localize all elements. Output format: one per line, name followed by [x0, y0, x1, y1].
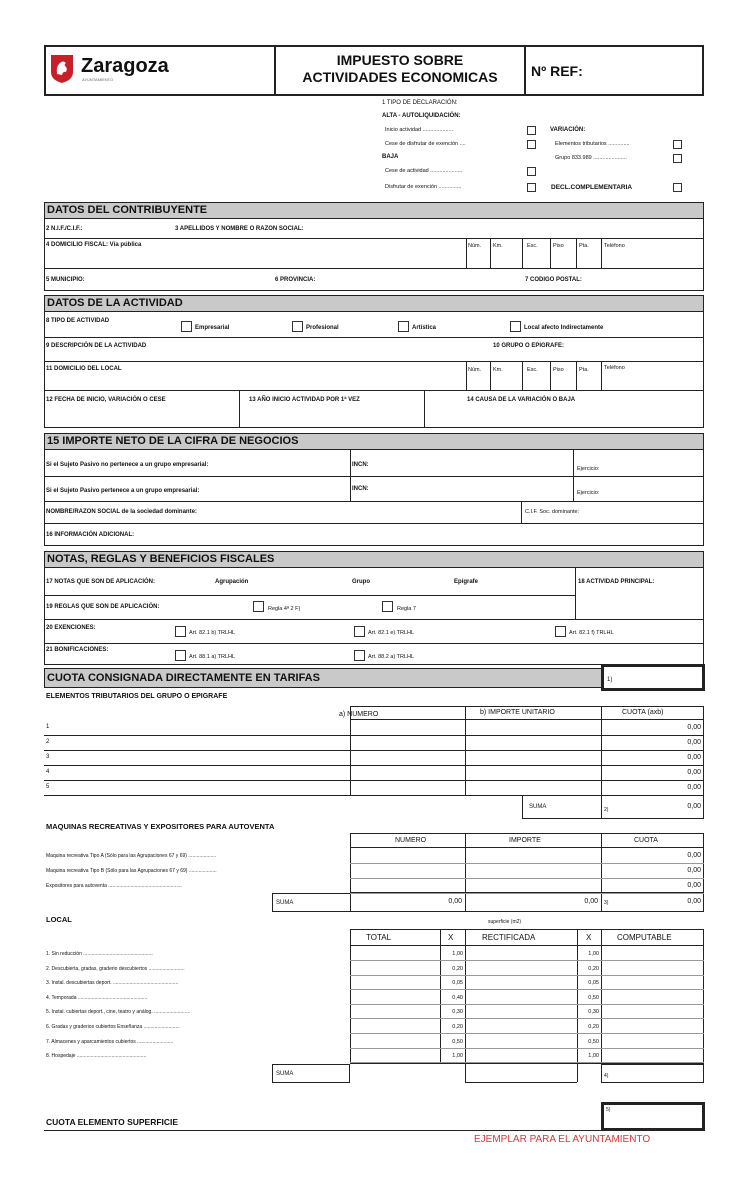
local-row-factor-2: 1,00 [588, 951, 599, 957]
elementos-row-number: 1 [46, 724, 50, 730]
cuota-tarifas-box[interactable] [601, 664, 705, 691]
exencion-82-1f: Art. 82.1 f) TRLHL [569, 630, 614, 636]
maquinas-row-line [350, 863, 704, 864]
local-row-line [350, 1062, 704, 1063]
local-col-x2: X [586, 933, 592, 942]
ejercicio-label-1: Ejercicio: [577, 466, 600, 472]
local-row-label: 4. Temporada .................................................. [46, 995, 148, 1001]
variacion-label: VARIACIÓN: [550, 127, 586, 133]
maquinas-suma-numero: 0,00 [448, 898, 462, 905]
checkbox-exencion-82-1f[interactable] [555, 626, 566, 637]
section-actividad: DATOS DE LA ACTIVIDAD [44, 295, 704, 312]
local-col-piso: Piso [553, 367, 564, 373]
elementos-row-line [44, 750, 704, 751]
tipo-profesional: Profesional [306, 325, 339, 331]
local-row-line [350, 1033, 704, 1034]
maquinas-row-line [350, 878, 704, 879]
checkbox-bonificacion-88-1a[interactable] [175, 650, 186, 661]
zaragoza-logo [50, 54, 180, 86]
elementos-row-line [44, 765, 704, 766]
nombre-dominante-label: NOMBRE/RAZON SOCIAL de la sociedad dominante: [46, 509, 197, 515]
ano-inicio-label: 13 AÑO INICIO ACTIVIDAD POR 1ª VEZ [249, 397, 360, 403]
local-row-factor-2: 0,50 [588, 1039, 599, 1045]
maquinas-row-label: Maquina recreativa Tipo A (Sólo para las Agrupaciones 67 y 69) .................... [46, 853, 217, 859]
local-suma-label: SUMA [276, 1071, 294, 1077]
local-row-factor-2: 0,50 [588, 995, 599, 1001]
incn-label-1: INCN: [352, 462, 369, 468]
alta-label: ALTA - AUTOLIQUIDACIÓN: [382, 113, 461, 119]
checkbox-bonificacion-88-2a[interactable] [354, 650, 365, 661]
elementos-row-number: 3 [46, 754, 50, 760]
ref-number-label: Nº REF: [531, 63, 583, 79]
local-col-total: TOTAL [366, 933, 392, 942]
local-col-computable: COMPUTABLE [617, 933, 672, 942]
checkbox-local-afecto[interactable] [510, 321, 521, 332]
local-col-km: Km. [493, 367, 503, 373]
local-col-x1: X [448, 933, 454, 942]
domicilio-fiscal-label: 4 DOMICILIO FISCAL: Vía pública [46, 242, 142, 248]
maquinas-row-label: Expositores para autoventa ..................................................... [46, 883, 182, 889]
alta-item-inicio: Inicio actividad .................... [385, 127, 454, 133]
col-km: Km. [493, 243, 503, 249]
local-title: LOCAL [46, 915, 72, 924]
elementos-row-number: 5 [46, 784, 50, 790]
maquinas-col-numero: NUMERO [395, 837, 427, 844]
elementos-suma-label: SUMA [529, 804, 547, 810]
form-title-line1: IMPUESTO SOBRE [336, 52, 464, 68]
maquinas-row-line [350, 893, 704, 894]
local-row-label: 5. Instal. cubiertas deport., cine, teatro y análog. .......................... [46, 1009, 191, 1015]
descripcion-actividad-label: 9 DESCRIPCIÓN DE LA ACTIVIDAD [46, 343, 147, 349]
variacion-item-grupo: Grupo 833.989 ...................... [555, 155, 627, 161]
tipo-artistica: Artística [412, 325, 437, 331]
baja-label: BAJA [382, 154, 399, 160]
bonificacion-88-1a: Art. 88.1 a) TRLHL [189, 654, 236, 660]
local-row-factor-2: 1,00 [588, 1053, 599, 1059]
baja-item-cese-actividad: Cese de actividad ..................... [385, 168, 463, 174]
provincia-label: 6 PROVINCIA: [275, 277, 316, 283]
zaragoza-lion-shield-icon [50, 54, 74, 84]
agrupacion-label: Agrupación [215, 579, 249, 585]
checkbox-empresarial[interactable] [181, 321, 192, 332]
form-title [276, 52, 524, 86]
cif-dominante-label: C.I.F. Soc. dominante: [525, 509, 580, 515]
checkbox-regla-7[interactable] [382, 601, 393, 612]
elementos-suma-letter: 2) [604, 807, 609, 813]
elementos-row-number: 2 [46, 739, 50, 745]
elementos-row-line [44, 795, 704, 796]
cuota-tarifas-letter: 1) [607, 677, 613, 683]
checkbox-regla-4-2f[interactable] [253, 601, 264, 612]
maquinas-col-cuota: CUOTA [634, 837, 658, 844]
elementos-row-number: 4 [46, 769, 50, 775]
checkbox-cese-actividad[interactable] [527, 167, 536, 176]
maquinas-row-cuota: 0,00 [687, 852, 701, 859]
causa-variacion-label: 14 CAUSA DE LA VARIACIÓN O BAJA [467, 397, 576, 403]
col-num: Núm. [468, 243, 482, 249]
checkbox-disfrutar-exencion[interactable] [527, 183, 536, 192]
contribuyente-box [44, 218, 704, 291]
local-col-num: Núm. [468, 367, 482, 373]
elementos-row-cuota: 0,00 [687, 769, 701, 776]
checkbox-exencion-82-1e[interactable] [354, 626, 365, 637]
elementos-row-cuota: 0,00 [687, 754, 701, 761]
maquinas-col-importe: IMPORTE [509, 837, 541, 844]
maquinas-suma-row [272, 893, 704, 912]
decl-complementaria-label: DECL.COMPLEMENTARIA [551, 184, 633, 191]
reglas-aplicacion-label: 19 REGLAS QUE SON DE APLICACIÓN: [46, 604, 160, 610]
superficie-note: superficie (m2) [488, 919, 522, 925]
local-row-factor-2: 0,20 [588, 966, 599, 972]
local-row-factor-1: 1,00 [452, 1053, 463, 1059]
local-row-factor-1: 0,40 [452, 995, 463, 1001]
declaration-heading: 1 TIPO DE DECLARACIÓN: [382, 100, 458, 106]
local-row-label: 8. Hospedaje .................................................. [46, 1053, 147, 1059]
checkbox-exencion-82-1b[interactable] [175, 626, 186, 637]
section-notas-reglas: NOTAS, REGLAS Y BENEFICIOS FISCALES [44, 551, 704, 568]
checkbox-elementos-tributarios[interactable] [673, 140, 682, 149]
local-row-factor-2: 0,20 [588, 1024, 599, 1030]
col-piso: Piso [553, 243, 564, 249]
local-row-line [350, 1048, 704, 1049]
form-title-line2: ACTIVIDADES ECONOMICAS [302, 69, 498, 85]
tipo-actividad-label: 8 TIPO DE ACTIVIDAD [46, 318, 110, 324]
baja-item-disfrutar-exencion: Disfrutar de exención ............... [385, 184, 462, 190]
col-b-importe-unitario: b) IMPORTE UNITARIO [480, 709, 555, 716]
local-col-rectificada: RECTIFICADA [482, 933, 536, 942]
col-a-numero: a) NUMERO [339, 711, 379, 718]
municipio-label: 5 MUNICIPIO: [46, 277, 85, 283]
regla-7: Regla 7 [397, 606, 416, 612]
maquinas-title: MAQUINAS RECREATIVAS Y EXPOSITORES PARA AUTOVENTA [46, 822, 275, 831]
maquinas-suma-letter: 3) [604, 900, 609, 906]
local-row-label: 3. Instal. descubiertas deport. ............................................... [46, 980, 179, 986]
section-importe-neto: 15 IMPORTE NETO DE LA CIFRA DE NEGOCIOS [44, 433, 704, 450]
logo-name: Zaragoza [81, 55, 169, 77]
grupo-epigrafe-label: 10 GRUPO O EPIGRAFE: [493, 343, 565, 349]
local-row-label: 2. Descubierta, gradas, graderio descubiertos .......................... [46, 966, 185, 972]
grupo-label: Grupo [352, 579, 370, 585]
bonificacion-88-2a: Art. 88.2 a) TRLHL [368, 654, 415, 660]
local-col-telefono: Teléfono [604, 365, 625, 371]
local-row-factor-2: 0,05 [588, 980, 599, 986]
elementos-row-line [44, 780, 704, 781]
col-c-cuota: CUOTA (axb) [622, 709, 664, 716]
exenciones-label: 20 EXENCIONES: [46, 625, 96, 631]
maquinas-row-label: Maquina recreativa Tipo B (Sólo para las Agrupaciones 67 y 69) .................... [46, 868, 217, 874]
maquinas-suma-label: SUMA [276, 900, 294, 906]
exencion-82-1b: Art. 82.1 b) TRLHL [189, 630, 236, 636]
local-row-factor-1: 0,20 [452, 966, 463, 972]
codigo-postal-label: 7 CODIGO POSTAL: [525, 277, 582, 283]
fecha-inicio-label: 12 FECHA DE INICIO, VARIACIÓN O CESE [46, 397, 166, 403]
local-row-factor-1: 1,00 [452, 951, 463, 957]
regla-4-2f: Regla 4ª 2 F) [268, 606, 301, 612]
cuota-superficie-letter: 5) [606, 1107, 611, 1113]
section-cuota-tarifas: CUOTA CONSIGNADA DIRECTAMENTE EN TARIFAS [44, 668, 602, 688]
notas-aplicacion-label: 17 NOTAS QUE SON DE APLICACIÓN: [46, 579, 156, 585]
logo-subtitle: AYUNTAMIENTO [82, 77, 114, 82]
section-contribuyente: DATOS DEL CONTRIBUYENTE [44, 202, 704, 219]
local-row-factor-2: 0,30 [588, 1009, 599, 1015]
local-row-line [350, 1018, 704, 1019]
checkbox-decl-complementaria[interactable] [673, 183, 682, 192]
elementos-title: ELEMENTOS TRIBUTARIOS DEL GRUPO O EPIGRAFE [46, 693, 228, 700]
local-row-factor-1: 0,30 [452, 1009, 463, 1015]
col-telefono: Teléfono [604, 243, 625, 249]
local-table [350, 929, 704, 1064]
elementos-row-cuota: 0,00 [687, 724, 701, 731]
tipo-local-afecto: Local afecto Indirectamente [524, 325, 604, 331]
alta-item-cese-exencion: Cese de disfrutar de exención .... [385, 141, 466, 147]
local-row-line [350, 975, 704, 976]
importe-row-grupo: Si el Sujeto Pasivo pertenece a un grupo empresarial: [46, 488, 200, 494]
col-pta: Pta. [579, 243, 589, 249]
col-esc: Esc. [527, 243, 538, 249]
info-adicional-label: 16 INFORMACIÓN ADICIONAL: [46, 532, 135, 538]
tipo-empresarial: Empresarial [195, 325, 230, 331]
apellidos-label: 3 APELLIDOS Y NOMBRE O RAZON SOCIAL: [175, 226, 304, 232]
local-row-label: 7. Almacenes y aparcamientos cubiertos .......................... [46, 1039, 174, 1045]
maquinas-row-cuota: 0,00 [687, 882, 701, 889]
elementos-row-cuota: 0,00 [687, 739, 701, 746]
elementos-row-cuota: 0,00 [687, 784, 701, 791]
local-row-factor-1: 0,20 [452, 1024, 463, 1030]
cuota-superficie-box[interactable] [601, 1102, 705, 1131]
local-row-line [350, 1004, 704, 1005]
local-suma-letter: 4) [604, 1073, 609, 1079]
epigrafe-label: Epígrafe [454, 579, 479, 585]
cuota-superficie-title: CUOTA ELEMENTO SUPERFICIE [46, 1117, 179, 1127]
checkbox-cese-exencion[interactable] [527, 140, 536, 149]
variacion-item-elementos: Elementos tributarios .............. [555, 141, 630, 147]
local-row-factor-1: 0,05 [452, 980, 463, 986]
checkbox-profesional[interactable] [292, 321, 303, 332]
actividad-principal-label: 18 ACTIVIDAD PRINCIPAL: [578, 579, 655, 585]
elementos-suma-value: 0,00 [687, 803, 701, 810]
checkbox-artistica[interactable] [398, 321, 409, 332]
domicilio-local-label: 11 DOMICILIO DEL LOCAL [46, 366, 122, 372]
local-row-label: 6. Gradas y graderios cubiertos Enseñanza .......................... [46, 1024, 180, 1030]
maquinas-row-cuota: 0,00 [687, 867, 701, 874]
local-row-line [350, 960, 704, 961]
ejemplar-ayuntamiento: EJEMPLAR PARA EL AYUNTAMIENTO [474, 1134, 651, 1145]
maquinas-suma-importe: 0,00 [584, 898, 598, 905]
importe-row-no-grupo: Si el Sujeto Pasivo no pertenece a un grupo empresarial: [46, 462, 209, 468]
maquinas-suma-cuota: 0,00 [687, 898, 701, 905]
nif-label: 2 N.I.F./C.I.F.: [46, 226, 83, 232]
local-row-label: 1. Sin reducción .................................................. [46, 951, 153, 957]
bonificaciones-label: 21 BONIFICACIONES: [46, 647, 109, 653]
local-col-pta: Pta. [579, 367, 589, 373]
checkbox-grupo-833[interactable] [673, 154, 682, 163]
elementos-row-line [44, 735, 704, 736]
local-row-line [350, 989, 704, 990]
exencion-82-1e: Art. 82.1 e) TRLHL [368, 630, 415, 636]
local-col-esc: Esc. [527, 367, 538, 373]
checkbox-inicio-actividad[interactable] [527, 126, 536, 135]
incn-label-2: INCN: [352, 486, 369, 492]
ejercicio-label-2: Ejercicio: [577, 490, 600, 496]
local-row-factor-1: 0,50 [452, 1039, 463, 1045]
local-suma-result [601, 1064, 704, 1083]
